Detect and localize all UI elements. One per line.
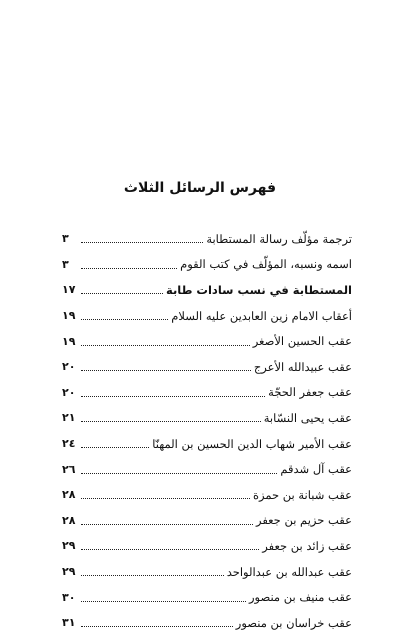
toc-entry — [62, 482, 352, 508]
toc-page-number: ٣ — [62, 257, 69, 271]
toc-entry-text: عقب الأمير شهاب الدين الحسين بن المهنّا — [152, 436, 352, 451]
toc-entry-text: اسمه ونسبه، المؤلّف في كتب القوم — [180, 257, 352, 272]
toc-entry-text: عقب الحسين الأصغر — [252, 334, 352, 349]
toc-entry — [62, 584, 352, 610]
toc-entry-text: عقب يحيى النسّابة — [263, 410, 352, 425]
toc-page-number: ٢٩ — [62, 565, 76, 579]
toc-entry-text: المستطابة في نسب سادات طابة — [165, 282, 352, 297]
toc-entry — [62, 431, 352, 457]
toc-entry — [62, 303, 352, 329]
toc-page-number: ١٩ — [62, 309, 76, 323]
dot-leader — [81, 232, 203, 243]
dot-leader — [81, 463, 277, 474]
toc-entry-text: ترجمة مؤلّف رسالة المستطابة — [206, 231, 352, 246]
toc-page-number: ١٧ — [62, 283, 76, 297]
toc-page-number: ٢٠ — [62, 385, 76, 399]
toc-page-number: ٢٤ — [62, 437, 76, 451]
toc-entry-text: عقب حزيم بن جعفر — [255, 513, 352, 528]
toc-entry — [62, 252, 352, 278]
dot-leader — [81, 437, 149, 448]
toc-page-number: ٣١ — [62, 616, 76, 630]
dot-leader — [81, 565, 224, 576]
toc-entry — [62, 354, 352, 380]
dot-leader — [81, 488, 250, 499]
toc-title: فهرس الرسائل الثلاث — [123, 180, 277, 196]
toc-entry-text: عقب منيف بن منصور — [249, 590, 352, 605]
dot-leader — [81, 411, 261, 422]
toc-list — [62, 226, 352, 636]
toc-page-number: ٢٦ — [62, 462, 76, 476]
dot-leader — [81, 591, 246, 602]
dot-leader — [81, 283, 163, 294]
toc-entry-text: عقب شبانة بن حمزة — [253, 487, 352, 502]
toc-entry — [62, 328, 352, 354]
dot-leader — [81, 539, 259, 550]
toc-page-number: ٢١ — [62, 411, 76, 425]
dot-leader — [81, 386, 265, 397]
toc-entry — [62, 533, 352, 559]
dot-leader — [81, 360, 251, 371]
toc-page-number: ٢٠ — [62, 360, 76, 374]
toc-page-number: ١٩ — [62, 334, 76, 348]
toc-entry — [62, 405, 352, 431]
toc-entry-text: عقب عبدالله بن عبدالواحد — [226, 564, 352, 579]
toc-page-number: ٢٨ — [62, 488, 76, 502]
toc-entry — [62, 277, 352, 303]
toc-entry — [62, 380, 352, 406]
toc-entry-text: عقب زائد بن جعفر — [262, 538, 352, 553]
toc-entry — [62, 508, 352, 534]
dot-leader — [81, 514, 253, 525]
toc-entry — [62, 456, 352, 482]
toc-page-number: ٣ — [62, 232, 69, 246]
dot-leader — [81, 335, 250, 346]
toc-entry — [62, 226, 352, 252]
dot-leader — [81, 309, 168, 320]
toc-page-number: ٣٠ — [62, 590, 76, 604]
toc-page-number: ٢٨ — [62, 513, 76, 527]
toc-entry — [62, 559, 352, 585]
toc-entry-text: عقب آل شدقم — [280, 462, 352, 477]
toc-entry-text: عقب عبيدالله الأعرج — [253, 359, 352, 374]
dot-leader — [81, 616, 233, 627]
toc-page-number: ٢٩ — [62, 539, 76, 553]
toc-entry-text: أعقاب الامام زين العابدين عليه السلام — [171, 308, 352, 323]
dot-leader — [81, 258, 177, 269]
toc-entry-text: عقب جعفر الحجّة — [268, 385, 352, 400]
toc-entry-text: عقب خراسان بن منصور — [235, 615, 352, 630]
